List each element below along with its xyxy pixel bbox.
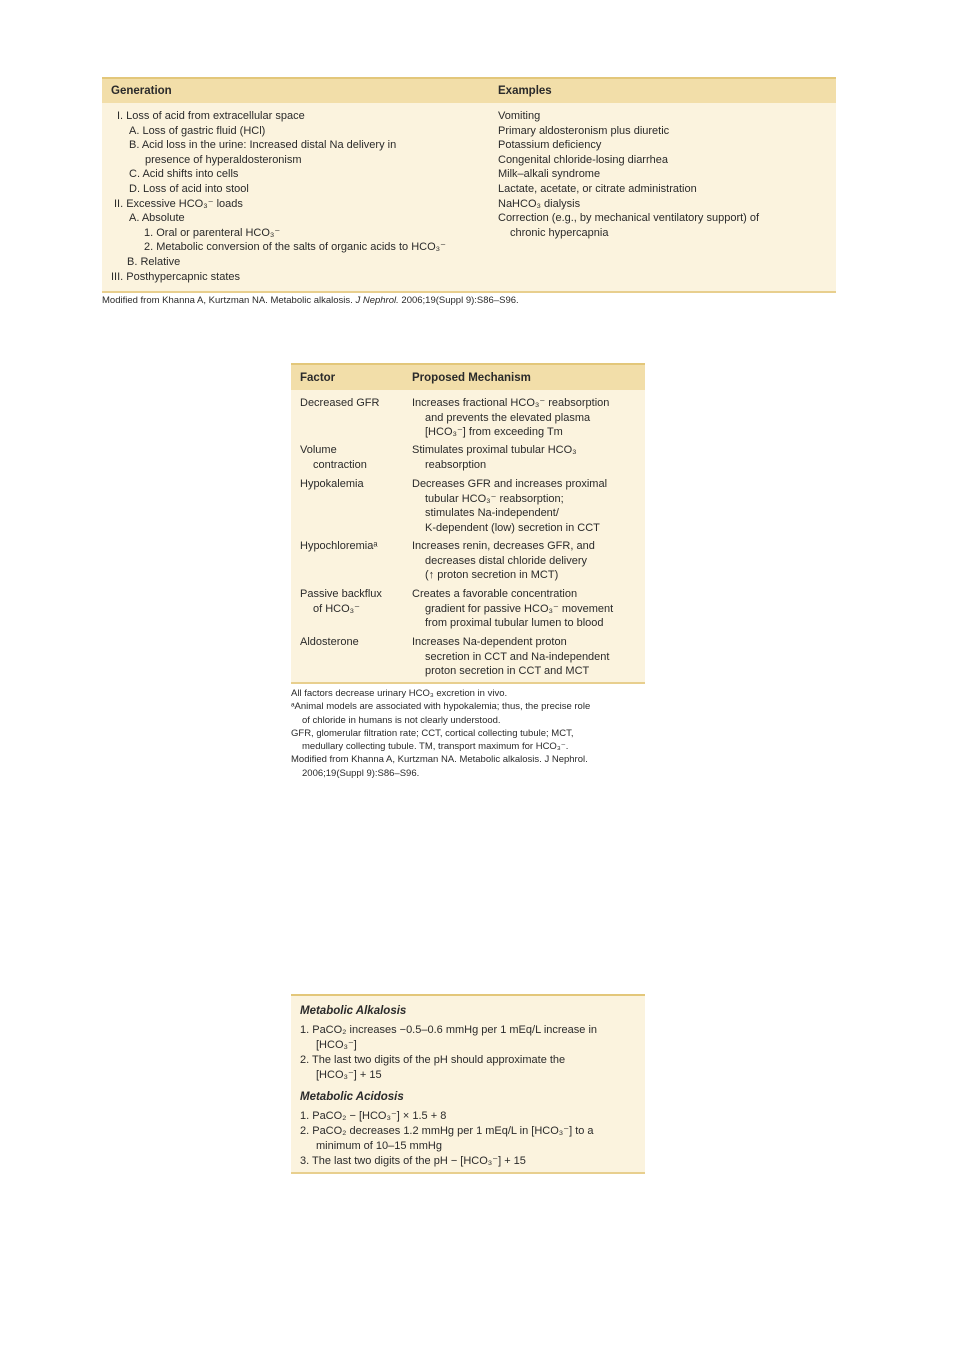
mechanism-line: (↑ proton secretion in MCT) bbox=[425, 569, 559, 582]
mechanism-line: Stimulates proximal tubular HCO₃ bbox=[412, 444, 577, 456]
table-header bbox=[291, 365, 645, 390]
gen-line: B. Acid loss in the urine: Increased distal Na delivery in bbox=[129, 139, 397, 152]
gen-line: I. Loss of acid from extracellular space bbox=[117, 110, 305, 122]
example-line: Correction (e.g., by mechanical ventilatory support) of bbox=[498, 212, 760, 225]
mechanism-line: Creates a favorable concentration bbox=[412, 588, 578, 600]
gen-line: C. Acid shifts into cells bbox=[129, 168, 239, 181]
example-line: Milk–alkali syndrome bbox=[498, 168, 601, 181]
note-suffix: 2006;19(Suppl 9):S86–S96. bbox=[398, 295, 519, 306]
gen-line: B. Relative bbox=[127, 256, 181, 268]
table2-footnotes bbox=[291, 687, 590, 780]
factors-table bbox=[291, 363, 645, 684]
mechanism-line: and prevents the elevated plasma bbox=[425, 411, 591, 424]
gen-line: A. Absolute bbox=[129, 212, 185, 225]
example-line: Lactate, acetate, or citrate administration bbox=[498, 183, 697, 195]
acidosis-item: 1. PaCO₂ − [HCO₃⁻] × 1.5 + 8 bbox=[300, 1110, 447, 1122]
footnote-line: GFR, glomerular filtration rate; CCT, cortical collecting tubule; MCT, bbox=[291, 727, 574, 739]
factor-cell: Decreased GFR bbox=[300, 397, 380, 409]
factor-cell: of HCO₃⁻ bbox=[313, 602, 360, 615]
gen-line: D. Loss of acid into stool bbox=[129, 183, 249, 195]
note-journal: J Nephrol. bbox=[355, 295, 399, 306]
example-line: chronic hypercapnia bbox=[510, 226, 609, 239]
factor-cell: Hypochloremiaᵃ bbox=[300, 540, 378, 552]
gen-line: 1. Oral or parenteral HCO₃⁻ bbox=[144, 226, 281, 239]
mechanism-line: tubular HCO₃⁻ reabsorption; bbox=[425, 492, 564, 505]
compensation-box bbox=[291, 994, 645, 1174]
alkalosis-item: [HCO₃⁻] + 15 bbox=[316, 1068, 382, 1081]
factor-cell: Aldosterone bbox=[300, 636, 359, 648]
mechanism-line: from proximal tubular lumen to blood bbox=[425, 617, 604, 630]
footnote-line: Modified from Khanna A, Kurtzman NA. Metabolic alkalosis. J Nephrol. bbox=[291, 754, 588, 766]
footnote-line: 2006;19(Suppl 9):S86–S96. bbox=[302, 767, 420, 779]
header-examples: Examples bbox=[498, 85, 552, 97]
mechanism-line: gradient for passive HCO₃⁻ movement bbox=[425, 602, 614, 615]
mechanism-line: decreases distal chloride delivery bbox=[425, 554, 588, 567]
gen-line: III. Posthypercapnic states bbox=[111, 270, 241, 283]
mechanism-line: secretion in CCT and Na-independent bbox=[425, 650, 610, 663]
generation-table bbox=[102, 77, 836, 293]
mechanism-line: proton secretion in CCT and MCT bbox=[425, 665, 590, 678]
example-line: Congenital chloride-losing diarrhea bbox=[498, 153, 668, 166]
example-line: NaHCO₃ dialysis bbox=[498, 197, 581, 210]
note-prefix: Modified from Khanna A, Kurtzman NA. Metabolic alkalosis. bbox=[102, 295, 356, 306]
gen-line: A. Loss of gastric fluid (HCl) bbox=[129, 124, 266, 137]
footnote-line: All factors decrease urinary HCO₃ excretion in vivo. bbox=[291, 688, 508, 699]
mechanism-line: Increases Na-dependent proton bbox=[412, 636, 567, 648]
alkalosis-item: 1. PaCO₂ increases −0.5–0.6 mmHg per 1 mEq/L increase in bbox=[300, 1024, 598, 1036]
mechanism-line: Decreases GFR and increases proximal bbox=[412, 478, 608, 490]
header-factor: Factor bbox=[300, 372, 336, 384]
factor-cell: Volume bbox=[300, 444, 337, 456]
example-line: Potassium deficiency bbox=[498, 139, 602, 152]
alkalosis-item: [HCO₃⁻] bbox=[316, 1038, 357, 1051]
gen-line: presence of hyperaldosteronism bbox=[145, 153, 302, 166]
example-line: Vomiting bbox=[498, 110, 541, 122]
mechanism-line: stimulates Na-independent/ bbox=[425, 507, 559, 520]
alkalosis-item: 2. The last two digits of the pH should approximate the bbox=[300, 1054, 566, 1066]
header-generation: Generation bbox=[111, 85, 172, 97]
table-header bbox=[102, 79, 836, 103]
example-line: Primary aldosteronism plus diuretic bbox=[498, 124, 670, 137]
mechanism-line: reabsorption bbox=[425, 458, 487, 471]
gen-line: II. Excessive HCO₃⁻ loads bbox=[114, 197, 243, 210]
mechanism-line: K-dependent (low) secretion in CCT bbox=[425, 521, 600, 534]
acidosis-item: 2. PaCO₂ decreases 1.2 mmHg per 1 mEq/L in [HCO₃⁻] to a bbox=[300, 1125, 594, 1137]
factor-cell: contraction bbox=[313, 458, 367, 471]
factor-cell: Hypokalemia bbox=[300, 478, 364, 490]
acidosis-item: 3. The last two digits of the pH − [HCO₃⁻] + 15 bbox=[300, 1155, 526, 1167]
mechanism-line: Increases fractional HCO₃⁻ reabsorption bbox=[412, 397, 610, 409]
mechanism-line: Increases renin, decreases GFR, and bbox=[412, 540, 595, 552]
factor-cell: Passive backflux bbox=[300, 588, 382, 600]
footnote-line: medullary collecting tubule. TM, transport maximum for HCO₃⁻. bbox=[302, 741, 569, 753]
acidosis-title: Metabolic Acidosis bbox=[300, 1091, 404, 1103]
acidosis-item: minimum of 10–15 mmHg bbox=[316, 1139, 442, 1152]
mechanism-line: [HCO₃⁻] from exceeding Tm bbox=[425, 426, 563, 439]
footnote-line: of chloride in humans is not clearly understood. bbox=[302, 714, 501, 726]
table1-source-note bbox=[102, 295, 519, 306]
alkalosis-title: Metabolic Alkalosis bbox=[300, 1005, 407, 1017]
header-mechanism: Proposed Mechanism bbox=[412, 372, 531, 384]
gen-line: 2. Metabolic conversion of the salts of organic acids to HCO₃⁻ bbox=[144, 241, 446, 254]
footnote-line: ᵃAnimal models are associated with hypokalemia; thus, the precise role bbox=[291, 701, 591, 713]
